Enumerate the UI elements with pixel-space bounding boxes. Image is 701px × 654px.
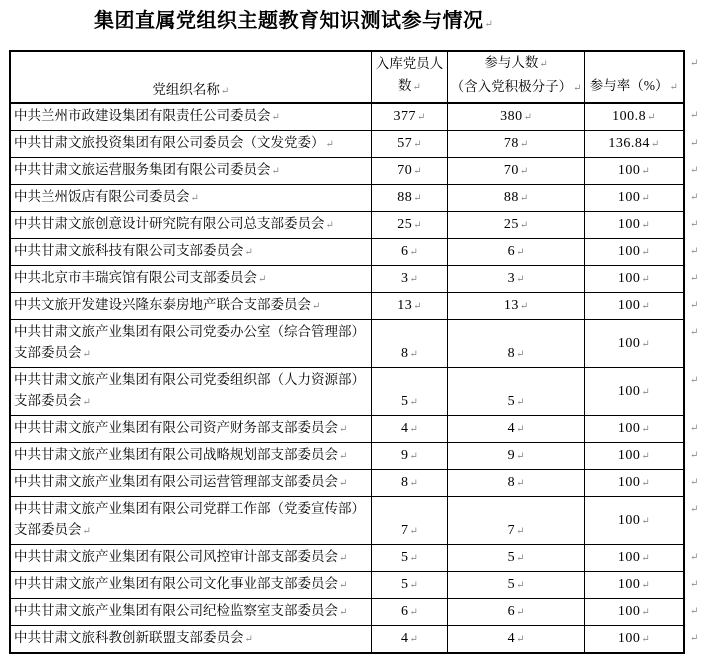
- participation-rate-cell: [584, 239, 684, 266]
- paragraph-mark-icon: ↵: [516, 607, 525, 618]
- org-name-text: 中共甘肃文旅产业集团有限公司党委组织部（人力资源部）支部委员会: [14, 372, 365, 408]
- org-name-cell: [10, 212, 371, 239]
- participation-rate-value: 100.8: [612, 109, 647, 124]
- paragraph-mark-icon: ↵: [516, 349, 525, 360]
- participation-rate-value: 100: [617, 298, 641, 313]
- paragraph-mark-icon: ↵: [409, 397, 418, 408]
- participation-rate-cell: [584, 626, 684, 654]
- participants-count-cell: [448, 368, 584, 416]
- participants-count-value: 70: [503, 163, 519, 178]
- participation-rate-cell: [584, 212, 684, 239]
- participants-count-cell: [448, 131, 584, 158]
- paragraph-mark-icon: ↵: [409, 451, 418, 462]
- paragraph-mark-icon: ↵: [641, 386, 650, 398]
- paragraph-mark-icon: ↵: [220, 86, 230, 97]
- paragraph-mark-icon: ↵: [271, 166, 280, 177]
- participants-count-cell: [448, 185, 584, 212]
- org-name-text: 中共甘肃文旅产业集团有限公司文化事业部支部委员会: [14, 576, 338, 591]
- row-end-mark: [684, 626, 700, 654]
- members-count-value: 377: [393, 109, 417, 124]
- table-body: [10, 103, 700, 653]
- org-name-cell: [10, 470, 371, 497]
- members-count-cell: [371, 239, 448, 266]
- paragraph-mark-icon: ↵: [516, 634, 525, 645]
- paragraph-mark-icon: ↵: [82, 526, 91, 537]
- participation-rate-value: 100: [617, 271, 641, 286]
- participation-rate-value: 100: [617, 421, 641, 436]
- paragraph-mark-icon: ↵: [641, 220, 650, 231]
- paragraph-mark-icon: ↵: [412, 82, 421, 93]
- org-name-cell: [10, 443, 371, 470]
- table-row: [10, 266, 700, 293]
- participants-count-value: 5: [507, 550, 516, 565]
- org-name-text: 中共甘肃文旅产业集团有限公司资产财务部支部委员会: [14, 420, 338, 435]
- paragraph-mark-icon: ↵: [519, 193, 529, 204]
- paragraph-mark-icon: ↵: [689, 632, 699, 644]
- participation-rate-cell: [584, 266, 684, 293]
- paragraph-mark-icon: ↵: [82, 349, 91, 360]
- org-name-cell: [10, 545, 371, 572]
- participants-count-cell: [448, 599, 584, 626]
- members-count-value: 5: [401, 394, 409, 409]
- paragraph-mark-icon: ↵: [409, 274, 418, 285]
- org-name-text: 中共甘肃文旅创意设计研究院有限公司总支部委员会: [14, 216, 325, 231]
- paragraph-mark-icon: ↵: [413, 220, 422, 231]
- paragraph-mark-icon: ↵: [689, 164, 699, 176]
- members-count-value: 25: [397, 217, 413, 232]
- paragraph-mark-icon: ↵: [641, 553, 650, 564]
- paragraph-mark-icon: ↵: [339, 424, 348, 435]
- org-name-cell: [10, 626, 371, 654]
- paragraph-mark-icon: ↵: [641, 274, 650, 285]
- table-row: [10, 416, 700, 443]
- paragraph-mark-icon: ↵: [409, 526, 418, 537]
- org-name-cell: [10, 599, 371, 626]
- paragraph-mark-icon: ↵: [519, 166, 529, 177]
- participants-count-value: 6: [507, 604, 516, 619]
- paragraph-mark-icon: ↵: [271, 112, 280, 123]
- row-end-mark: [684, 212, 700, 239]
- row-end-mark: [684, 545, 700, 572]
- paragraph-mark-icon: ↵: [516, 397, 525, 408]
- paragraph-mark-icon: ↵: [689, 374, 699, 386]
- participants-count-value: 9: [507, 448, 516, 463]
- org-name-text: 中共甘肃文旅产业集团有限公司党委办公室（综合管理部）支部委员会: [14, 324, 365, 360]
- org-name-cell: [10, 239, 371, 266]
- header-participants-line2: （含入党积极分子）↵: [450, 79, 582, 94]
- participants-count-value: 5: [507, 577, 516, 592]
- members-count-cell: [371, 497, 448, 545]
- row-end-mark: [684, 185, 700, 212]
- participation-rate-cell: [584, 293, 684, 320]
- paragraph-mark-icon: ↵: [647, 112, 656, 123]
- page-title: [94, 8, 701, 38]
- paragraph-mark-icon: ↵: [689, 272, 699, 284]
- participation-table: [9, 50, 701, 654]
- paragraph-mark-icon: ↵: [689, 110, 699, 121]
- table-row: [10, 572, 700, 599]
- header-participants-line1: 参与人数↵: [484, 55, 548, 70]
- members-count-value: 57: [397, 136, 413, 151]
- paragraph-mark-icon: ↵: [409, 247, 418, 258]
- row-end-mark: [684, 158, 700, 185]
- header-participants: [448, 51, 584, 103]
- paragraph-mark-icon: ↵: [641, 247, 650, 258]
- row-end-mark: [684, 572, 700, 599]
- paragraph-mark-icon: ↵: [641, 607, 650, 618]
- row-end-mark: [684, 416, 700, 443]
- org-name-text: 中共兰州饭店有限公司委员会: [14, 189, 190, 204]
- members-count-cell: [371, 572, 448, 599]
- members-count-value: 88: [397, 190, 413, 205]
- participants-count-cell: [448, 266, 584, 293]
- row-end-mark: [684, 103, 700, 131]
- participants-count-value: 7: [507, 523, 516, 538]
- org-name-text: 中共甘肃文旅产业集团有限公司战略规划部支部委员会: [14, 447, 338, 462]
- participants-count-value: 5: [507, 394, 516, 409]
- table-row: [10, 293, 700, 320]
- paragraph-mark-icon: ↵: [641, 478, 650, 489]
- participation-rate-value: 100: [617, 190, 641, 205]
- header-rate: [584, 51, 684, 103]
- org-name-text: 中共甘肃文旅产业集团有限公司党群工作部（党委宣传部）支部委员会: [14, 501, 365, 537]
- participation-rate-value: 100: [617, 475, 641, 490]
- members-count-cell: [371, 545, 448, 572]
- org-name-cell: [10, 497, 371, 545]
- members-count-cell: [371, 293, 448, 320]
- participants-count-cell: [448, 545, 584, 572]
- org-name-cell: [10, 293, 371, 320]
- participation-rate-value: 100: [617, 163, 641, 178]
- paragraph-mark-icon: ↵: [409, 349, 418, 360]
- paragraph-mark-icon: ↵: [641, 451, 650, 462]
- participants-count-value: 78: [503, 136, 519, 151]
- paragraph-mark-icon: ↵: [689, 449, 699, 461]
- participation-rate-cell: [584, 368, 684, 416]
- paragraph-mark-icon: ↵: [516, 424, 525, 435]
- paragraph-mark-icon: ↵: [190, 193, 199, 204]
- participation-rate-cell: [584, 320, 684, 368]
- org-name-text: 中共文旅开发建设兴隆东泰房地产联合支部委员会: [14, 297, 311, 312]
- paragraph-mark-icon: ↵: [689, 551, 699, 563]
- paragraph-mark-icon: ↵: [519, 139, 529, 150]
- table-row: [10, 103, 700, 131]
- participants-count-value: 8: [507, 346, 516, 361]
- participants-count-cell: [448, 443, 584, 470]
- org-name-cell: [10, 368, 371, 416]
- paragraph-mark-icon: ↵: [519, 220, 529, 231]
- row-end-mark: [684, 599, 700, 626]
- document-page: [0, 8, 701, 646]
- org-name-text: 中共甘肃文旅产业集团有限公司纪检监察室支部委员会: [14, 603, 338, 618]
- table-row: [10, 497, 700, 545]
- org-name-cell: [10, 131, 371, 158]
- paragraph-mark-icon: ↵: [413, 193, 422, 204]
- members-count-cell: [371, 470, 448, 497]
- participants-count-cell: [448, 320, 584, 368]
- participants-count-cell: [448, 572, 584, 599]
- org-name-cell: [10, 416, 371, 443]
- table-row: [10, 599, 700, 626]
- members-count-cell: [371, 158, 448, 185]
- org-name-cell: [10, 572, 371, 599]
- participation-rate-value: 136.84: [608, 136, 650, 151]
- participation-rate-cell: [584, 599, 684, 626]
- paragraph-mark-icon: ↵: [689, 137, 699, 149]
- participation-rate-value: 100: [617, 550, 641, 565]
- participation-rate-value: 100: [617, 244, 641, 259]
- paragraph-mark-icon: ↵: [409, 634, 418, 645]
- paragraph-mark-icon: ↵: [413, 139, 422, 150]
- header-members-label: 入库党员人数: [375, 56, 444, 93]
- row-end-mark: [684, 51, 700, 103]
- paragraph-mark-icon: ↵: [573, 83, 582, 94]
- paragraph-mark-icon: ↵: [516, 247, 525, 258]
- participants-count-cell: [448, 103, 584, 131]
- row-end-mark: [684, 266, 700, 293]
- table-row: [10, 443, 700, 470]
- paragraph-mark-icon: ↵: [339, 553, 348, 564]
- table-row: [10, 158, 700, 185]
- paragraph-mark-icon: ↵: [516, 451, 525, 462]
- paragraph-mark-icon: ↵: [689, 326, 699, 338]
- table-row: [10, 626, 700, 654]
- paragraph-mark-icon: ↵: [689, 191, 699, 203]
- paragraph-mark-icon: ↵: [689, 476, 699, 488]
- table-row: [10, 368, 700, 416]
- org-name-text: 中共甘肃文旅科教创新联盟支部委员会: [14, 630, 244, 645]
- header-row: [10, 51, 700, 103]
- members-count-value: 13: [397, 298, 413, 313]
- row-end-mark: [684, 131, 700, 158]
- members-count-cell: [371, 185, 448, 212]
- participation-rate-cell: [584, 470, 684, 497]
- members-count-value: 7: [401, 523, 409, 538]
- org-name-text: 中共北京市丰瑞宾馆有限公司支部委员会: [14, 270, 257, 285]
- org-name-cell: [10, 266, 371, 293]
- participation-rate-cell: [584, 572, 684, 599]
- paragraph-mark-icon: ↵: [413, 301, 422, 312]
- participation-rate-value: 100: [617, 217, 641, 232]
- paragraph-mark-icon: ↵: [641, 515, 650, 527]
- org-name-cell: [10, 158, 371, 185]
- org-name-cell: [10, 185, 371, 212]
- participation-rate-cell: [584, 185, 684, 212]
- participants-count-value: 25: [503, 217, 519, 232]
- table-row: [10, 320, 700, 368]
- members-count-cell: [371, 368, 448, 416]
- members-count-value: 8: [401, 475, 409, 490]
- table-row: [10, 545, 700, 572]
- table-row: [10, 212, 700, 239]
- paragraph-mark-icon: ↵: [689, 578, 699, 590]
- participation-rate-value: 100: [617, 335, 641, 351]
- paragraph-mark-icon: ↵: [258, 274, 267, 285]
- members-count-cell: [371, 212, 448, 239]
- paragraph-mark-icon: ↵: [325, 139, 334, 150]
- participants-count-cell: [448, 158, 584, 185]
- participation-rate-cell: [584, 131, 684, 158]
- row-end-mark: [684, 293, 700, 320]
- paragraph-mark-icon: ↵: [484, 19, 493, 30]
- table-row: [10, 470, 700, 497]
- header-members: [371, 51, 448, 103]
- participants-count-cell: [448, 626, 584, 654]
- participation-rate-value: 100: [617, 448, 641, 463]
- org-name-text: 中共甘肃文旅产业集团有限公司运营管理部支部委员会: [14, 474, 338, 489]
- org-name-cell: [10, 103, 371, 131]
- row-end-mark: [684, 320, 700, 368]
- paragraph-mark-icon: ↵: [312, 301, 321, 312]
- paragraph-mark-icon: ↵: [689, 218, 699, 230]
- participants-count-value: 3: [507, 271, 516, 286]
- members-count-cell: [371, 626, 448, 654]
- participants-count-cell: [448, 416, 584, 443]
- members-count-cell: [371, 443, 448, 470]
- paragraph-mark-icon: ↵: [516, 553, 525, 564]
- paragraph-mark-icon: ↵: [689, 245, 699, 257]
- header-org-name-label: 党组织名称: [152, 82, 220, 97]
- table-row: [10, 185, 700, 212]
- participants-count-value: 4: [507, 631, 516, 646]
- participants-count-cell: [448, 212, 584, 239]
- org-name-cell: [10, 320, 371, 368]
- row-end-mark: [684, 239, 700, 266]
- participants-count-value: 4: [507, 421, 516, 436]
- paragraph-mark-icon: ↵: [689, 58, 699, 69]
- members-count-value: 6: [401, 604, 409, 619]
- participants-count-value: 8: [507, 475, 516, 490]
- paragraph-mark-icon: ↵: [650, 139, 660, 150]
- paragraph-mark-icon: ↵: [641, 634, 650, 645]
- participation-rate-cell: [584, 443, 684, 470]
- paragraph-mark-icon: ↵: [516, 580, 525, 591]
- members-count-cell: [371, 599, 448, 626]
- paragraph-mark-icon: ↵: [641, 580, 650, 591]
- members-count-value: 8: [401, 346, 409, 361]
- org-name-text: 中共甘肃文旅产业集团有限公司风控审计部支部委员会: [14, 549, 338, 564]
- participation-rate-cell: [584, 103, 684, 131]
- paragraph-mark-icon: ↵: [417, 112, 426, 123]
- participation-rate-value: 100: [617, 631, 641, 646]
- paragraph-mark-icon: ↵: [516, 478, 525, 489]
- row-end-mark: [684, 443, 700, 470]
- header-rate-label: 参与率（%）: [589, 78, 669, 93]
- paragraph-mark-icon: ↵: [641, 166, 650, 177]
- participation-rate-value: 100: [617, 383, 641, 399]
- org-name-text: 中共甘肃文旅运营服务集团有限公司委员会: [14, 162, 271, 177]
- members-count-value: 4: [401, 421, 409, 436]
- table-row: [10, 131, 700, 158]
- participants-count-cell: [448, 239, 584, 266]
- row-end-mark: [684, 368, 700, 416]
- participation-rate-value: 100: [617, 577, 641, 592]
- table-row: [10, 239, 700, 266]
- members-count-cell: [371, 266, 448, 293]
- paragraph-mark-icon: ↵: [409, 607, 418, 618]
- paragraph-mark-icon: ↵: [409, 553, 418, 564]
- members-count-value: 9: [401, 448, 409, 463]
- paragraph-mark-icon: ↵: [689, 605, 699, 617]
- paragraph-mark-icon: ↵: [339, 478, 348, 489]
- participants-count-value: 380: [500, 109, 523, 124]
- members-count-value: 5: [401, 577, 409, 592]
- paragraph-mark-icon: ↵: [539, 59, 548, 70]
- paragraph-mark-icon: ↵: [689, 422, 699, 434]
- paragraph-mark-icon: ↵: [244, 634, 253, 645]
- paragraph-mark-icon: ↵: [689, 503, 699, 515]
- members-count-cell: [371, 103, 448, 131]
- paragraph-mark-icon: ↵: [523, 112, 532, 123]
- members-count-value: 3: [401, 271, 409, 286]
- participation-rate-value: 100: [617, 604, 641, 619]
- paragraph-mark-icon: ↵: [641, 338, 650, 350]
- participants-count-value: 6: [507, 244, 516, 259]
- participation-rate-value: 100: [617, 512, 641, 528]
- paragraph-mark-icon: ↵: [516, 526, 525, 537]
- org-name-text: 中共甘肃文旅投资集团有限公司委员会（文发党委）: [14, 135, 325, 150]
- participants-count-value: 13: [503, 298, 519, 313]
- members-count-value: 70: [397, 163, 413, 178]
- paragraph-mark-icon: ↵: [519, 301, 529, 312]
- members-count-value: 5: [401, 550, 409, 565]
- participants-count-value: 88: [503, 190, 519, 205]
- row-end-mark: [684, 497, 700, 545]
- paragraph-mark-icon: ↵: [244, 247, 253, 258]
- paragraph-mark-icon: ↵: [669, 82, 678, 93]
- participation-rate-cell: [584, 158, 684, 185]
- paragraph-mark-icon: ↵: [409, 424, 418, 435]
- paragraph-mark-icon: ↵: [689, 299, 699, 311]
- paragraph-mark-icon: ↵: [641, 193, 650, 204]
- participation-rate-cell: [584, 497, 684, 545]
- paragraph-mark-icon: ↵: [516, 274, 525, 285]
- participation-rate-cell: [584, 545, 684, 572]
- paragraph-mark-icon: ↵: [82, 397, 91, 408]
- paragraph-mark-icon: ↵: [641, 424, 650, 435]
- row-end-mark: [684, 470, 700, 497]
- members-count-cell: [371, 416, 448, 443]
- paragraph-mark-icon: ↵: [339, 607, 348, 618]
- paragraph-mark-icon: ↵: [413, 166, 422, 177]
- participation-rate-cell: [584, 416, 684, 443]
- org-name-text: 中共兰州市政建设集团有限责任公司委员会: [14, 108, 271, 123]
- paragraph-mark-icon: ↵: [409, 478, 418, 489]
- header-org-name: [10, 51, 371, 103]
- page-title-text: 集团直属党组织主题教育知识测试参与情况: [94, 10, 484, 32]
- members-count-cell: [371, 131, 448, 158]
- members-count-value: 4: [401, 631, 409, 646]
- paragraph-mark-icon: ↵: [339, 451, 348, 462]
- paragraph-mark-icon: ↵: [641, 301, 650, 312]
- participants-count-cell: [448, 497, 584, 545]
- paragraph-mark-icon: ↵: [339, 580, 348, 591]
- participants-count-cell: [448, 470, 584, 497]
- members-count-cell: [371, 320, 448, 368]
- members-count-value: 6: [401, 244, 409, 259]
- paragraph-mark-icon: ↵: [409, 580, 418, 591]
- paragraph-mark-icon: ↵: [325, 220, 334, 231]
- participants-count-cell: [448, 293, 584, 320]
- org-name-text: 中共甘肃文旅科技有限公司支部委员会: [14, 243, 244, 258]
